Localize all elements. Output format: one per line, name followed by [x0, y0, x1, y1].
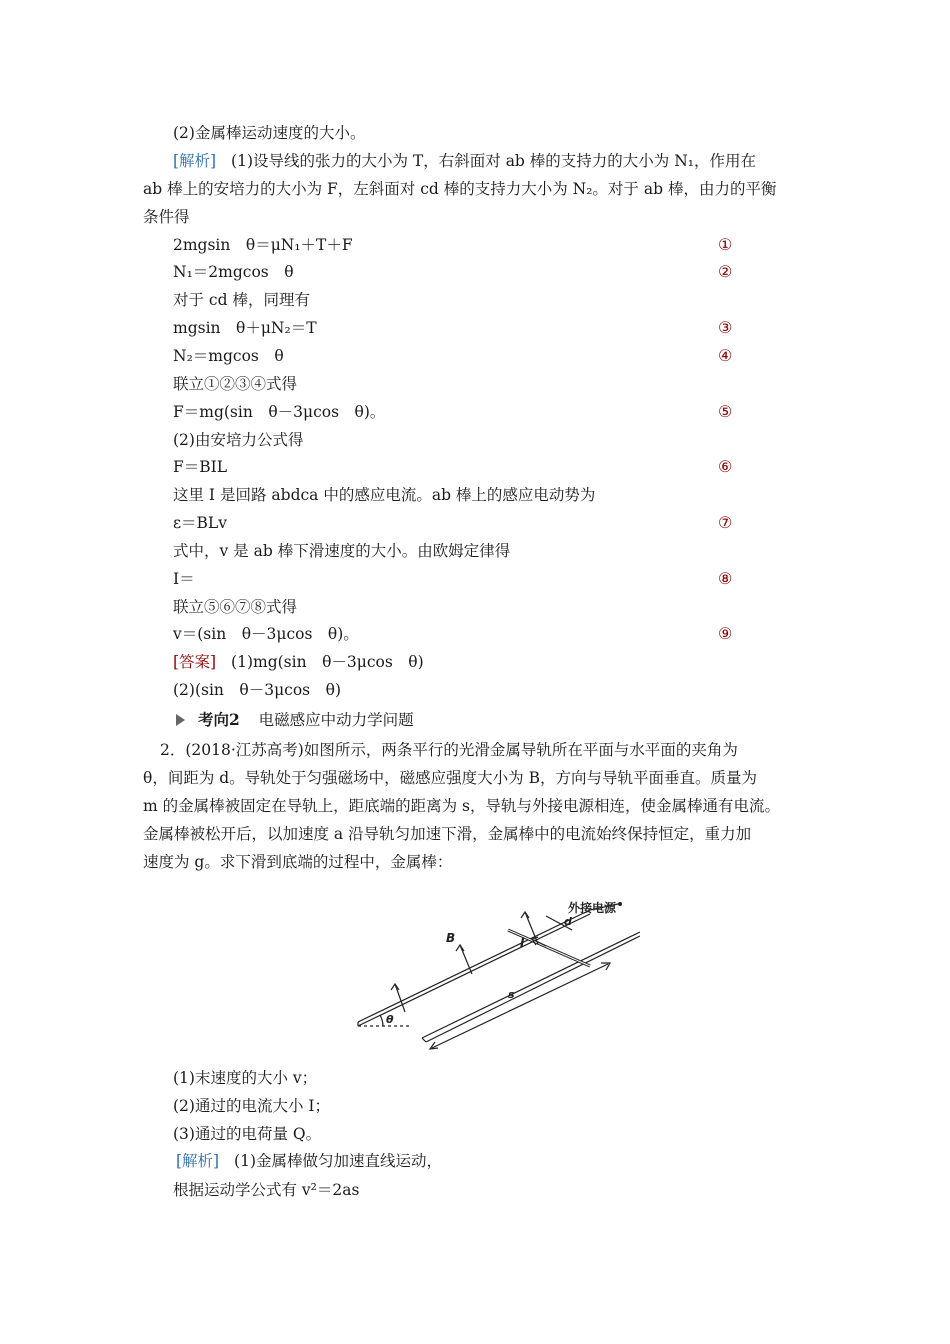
label-s: s — [508, 988, 515, 1001]
solution-line-1 — [176, 1151, 442, 1171]
answer-line-2: (2)(sin θ－3μcos θ) — [173, 681, 342, 699]
marker-6: ⑥ — [718, 457, 733, 476]
text-ohm: 式中，v 是 ab 棒下滑速度的大小。由欧姆定律得 — [173, 542, 511, 560]
question-3: (3)通过的电荷量 Q。 — [173, 1125, 322, 1143]
analysis-label: [解析] — [173, 152, 217, 170]
text-current: 这里 I 是回路 abdca 中的感应电流。ab 棒上的感应电动势为 — [173, 486, 596, 504]
question-1: (1)末速度的大小 v； — [173, 1069, 318, 1087]
label-i: I — [520, 936, 525, 950]
section-heading — [176, 710, 414, 730]
marker-8: ⑧ — [718, 569, 733, 588]
label-b: B — [446, 931, 456, 945]
part2-title: (2)金属棒运动速度的大小。 — [173, 124, 366, 142]
answer-label: [答案] — [173, 653, 217, 671]
problem-line-3: m 的金属棒被固定在导轨上，距底端的距离为 s，导轨与外接电源相连，使金属棒通有电流。 — [143, 797, 781, 815]
answer-line-1 — [173, 652, 424, 672]
problem-line-5: 速度为 g。求下滑到底端的过程中，金属棒： — [143, 853, 453, 871]
answer-text-1: (1)mg(sin θ－3μcos θ) — [231, 653, 424, 671]
label-power: 外接电源 — [568, 901, 617, 915]
marker-7: ⑦ — [718, 513, 733, 532]
section-label: 考向2 — [197, 710, 240, 729]
text-cd-rod: 对于 cd 棒，同理有 — [173, 291, 310, 309]
problem-line-4: 金属棒被松开后，以加速度 a 沿导轨匀加速下滑，金属棒中的电流始终保持恒定，重力加 — [143, 825, 752, 843]
text-combine-2: 联立⑤⑥⑦⑧式得 — [173, 598, 298, 616]
problem-line-1: 2．(2018·江苏高考)如图所示，两条平行的光滑金属导轨所在平面与水平面的夹角为 — [160, 741, 738, 759]
analysis-line-1 — [173, 151, 756, 171]
text-ampere: (2)由安培力公式得 — [173, 431, 304, 449]
analysis-text-1: (1)设导线的张力的大小为 T，右斜面对 ab 棒的支持力的大小为 N₁，作用在 — [231, 152, 756, 170]
marker-4: ④ — [718, 346, 733, 365]
rail-diagram — [350, 890, 640, 1050]
analysis-line-2: ab 棒上的安培力的大小为 F，左斜面对 cd 棒的支持力大小为 N₂。对于 ab 棒，由力的平衡 — [143, 180, 777, 198]
marker-2: ② — [718, 262, 733, 281]
problem-line-2: θ，间距为 d。导轨处于匀强磁场中，磁感应强度大小为 B，方向与导轨平面垂直。质量为 — [143, 769, 758, 787]
equation-7: ε＝BLv — [173, 514, 227, 532]
text-combine-1: 联立①②③④式得 — [173, 375, 298, 393]
analysis-line-3: 条件得 — [143, 208, 190, 226]
solution-line-2: 根据运动学公式有 v²＝2as — [173, 1181, 360, 1199]
equation-2: N₁＝2mgcos θ — [173, 263, 294, 281]
triangle-icon — [176, 714, 185, 726]
equation-6: F＝BIL — [173, 458, 228, 476]
marker-3: ③ — [718, 318, 733, 337]
equation-8: I＝ — [173, 570, 195, 588]
label-d: d — [564, 915, 572, 928]
label-theta: θ — [386, 1013, 394, 1026]
marker-5: ⑤ — [718, 402, 733, 421]
solution-text-1: (1)金属棒做匀加速直线运动， — [234, 1152, 443, 1170]
equation-4: N₂＝mgcos θ — [173, 347, 284, 365]
section-title: 电磁感应中动力学问题 — [258, 711, 414, 729]
terminal-icon — [618, 902, 622, 906]
solution-label: [解析] — [176, 1152, 220, 1170]
equation-3: mgsin θ＋μN₂＝T — [173, 319, 317, 337]
marker-9: ⑨ — [718, 624, 733, 643]
marker-1: ① — [718, 235, 733, 254]
question-2: (2)通过的电流大小 I； — [173, 1097, 331, 1115]
equation-1: 2mgsin θ＝μN₁＋T＋F — [173, 236, 353, 254]
equation-9: v＝(sin θ－3μcos θ)。 — [173, 625, 359, 643]
equation-5: F＝mg(sin θ－3μcos θ)。 — [173, 403, 386, 421]
